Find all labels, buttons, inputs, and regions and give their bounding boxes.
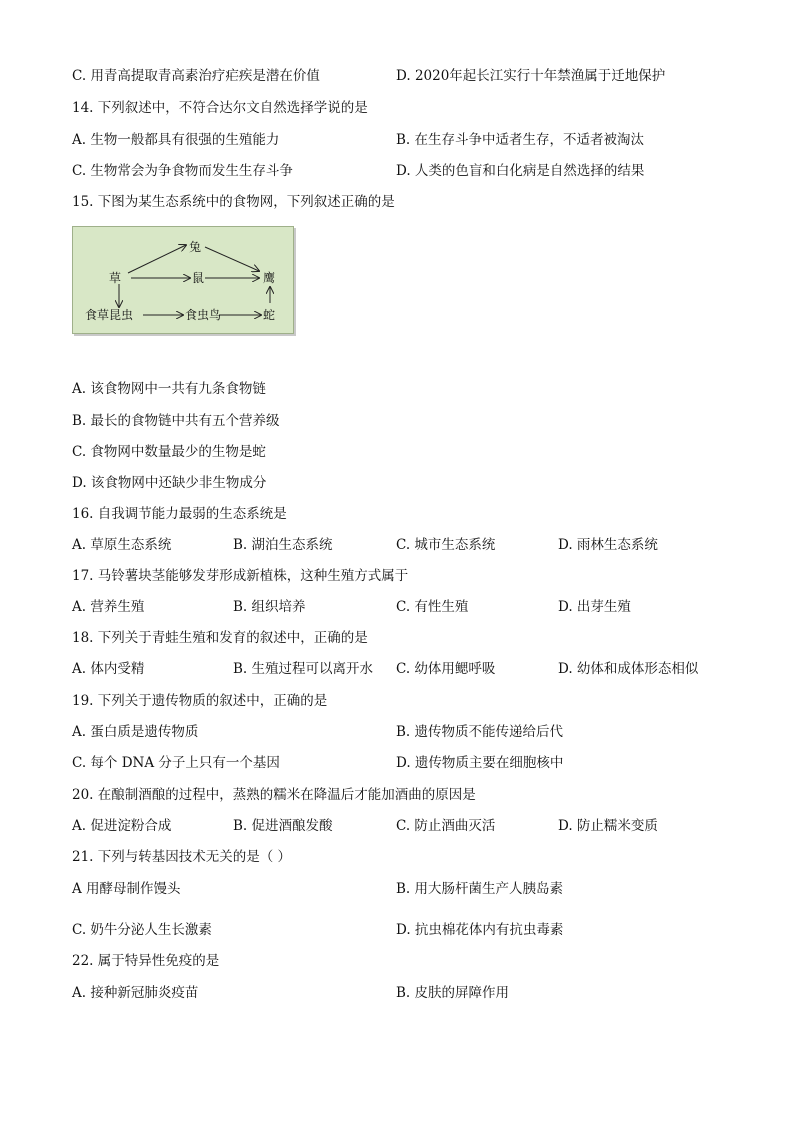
- q21-option-d: D. 抗虫棉花体内有抗虫毒素: [396, 922, 564, 938]
- q20-option-a: A. 促进淀粉合成: [72, 818, 172, 834]
- q16-option-d: D. 雨林生态系统: [558, 537, 658, 553]
- q19-stem: 19. 下列关于遗传物质的叙述中，正确的是: [72, 693, 328, 709]
- q15-option-c: C. 食物网中数量最少的生物是蛇: [72, 444, 266, 460]
- node-hawk: 鹰: [263, 271, 276, 285]
- q15-option-b: B. 最长的食物链中共有五个营养级: [72, 413, 280, 429]
- q14-stem: 14. 下列叙述中，不符合达尔文自然选择学说的是: [72, 100, 368, 116]
- q20-option-d: D. 防止糯米变质: [558, 818, 658, 834]
- q20-option-c: C. 防止酒曲灭活: [396, 818, 496, 834]
- q17-option-b: B. 组织培养: [233, 599, 306, 615]
- q21-option-b: B. 用大肠杆菌生产人胰岛素: [396, 881, 564, 897]
- q14-option-a: A. 生物一般都具有很强的生殖能力: [72, 132, 280, 148]
- q15-option-a: A. 该食物网中一共有九条食物链: [72, 381, 266, 397]
- q13-option-c: C. 用青高提取青高素治疗疟疾是潜在价值: [72, 68, 320, 84]
- q13-option-d: D. 2020年起长江实行十年禁渔属于迁地保护: [396, 68, 666, 84]
- node-snake: 蛇: [263, 308, 276, 322]
- q17-option-c: C. 有性生殖: [396, 599, 469, 615]
- q17-stem: 17. 马铃薯块茎能够发芽形成新植株，这种生殖方式属于: [72, 568, 409, 584]
- q20-stem: 20. 在酿制酒酿的过程中，蒸熟的糯米在降温后才能加酒曲的原因是: [72, 787, 476, 803]
- q21-option-a: A 用酵母制作馒头: [72, 881, 181, 897]
- q19-option-d: D. 遗传物质主要在细胞核中: [396, 755, 564, 771]
- q21-option-c: C. 奶牛分泌人生长激素: [72, 922, 212, 938]
- q14-option-d: D. 人类的色盲和白化病是自然选择的结果: [396, 163, 645, 179]
- arrow-rabbit-hawk: [205, 247, 259, 271]
- q20-option-b: B. 促进酒酿发酸: [233, 818, 333, 834]
- q22-option-b: B. 皮肤的屏障作用: [396, 985, 510, 1001]
- q15-stem: 15. 下图为某生态系统中的食物网，下列叙述正确的是: [72, 194, 395, 210]
- food-web-diagram: [72, 226, 294, 334]
- q19-option-c: C. 每个 DNA 分子上只有一个基因: [72, 755, 280, 771]
- q16-stem: 16. 自我调节能力最弱的生态系统是: [72, 506, 287, 522]
- q21-stem: 21. 下列与转基因技术无关的是（ ）: [72, 849, 292, 865]
- node-grass: 草: [109, 271, 122, 285]
- q17-option-d: D. 出芽生殖: [558, 599, 631, 615]
- q22-stem: 22. 属于特异性免疫的是: [72, 953, 220, 969]
- q18-option-c: C. 幼体用鳃呼吸: [396, 661, 496, 677]
- arrow-grass-rabbit: [128, 245, 186, 273]
- q14-option-b: B. 在生存斗争中适者生存，不适者被淘汰: [396, 132, 645, 148]
- q15-option-d: D. 该食物网中还缺少非生物成分: [72, 475, 267, 491]
- q17-option-a: A. 营养生殖: [72, 599, 145, 615]
- node-bird: 食虫鸟: [185, 308, 222, 322]
- q19-option-a: A. 蛋白质是遗传物质: [72, 724, 199, 740]
- q16-option-a: A. 草原生态系统: [72, 537, 172, 553]
- node-mouse: 鼠: [192, 271, 205, 285]
- node-rabbit: 兔: [189, 240, 202, 254]
- q18-option-d: D. 幼体和成体形态相似: [558, 661, 699, 677]
- q18-option-a: A. 体内受精: [72, 661, 145, 677]
- q16-option-c: C. 城市生态系统: [396, 537, 496, 553]
- node-insect: 食草昆虫: [85, 308, 134, 322]
- q16-option-b: B. 湖泊生态系统: [233, 537, 333, 553]
- q22-option-a: A. 接种新冠肺炎疫苗: [72, 985, 199, 1001]
- q14-option-c: C. 生物常会为争食物而发生生存斗争: [72, 163, 293, 179]
- q18-stem: 18. 下列关于青蛙生殖和发育的叙述中，正确的是: [72, 630, 368, 646]
- q19-option-b: B. 遗传物质不能传递给后代: [396, 724, 564, 740]
- q18-option-b: B. 生殖过程可以离开水: [233, 661, 374, 677]
